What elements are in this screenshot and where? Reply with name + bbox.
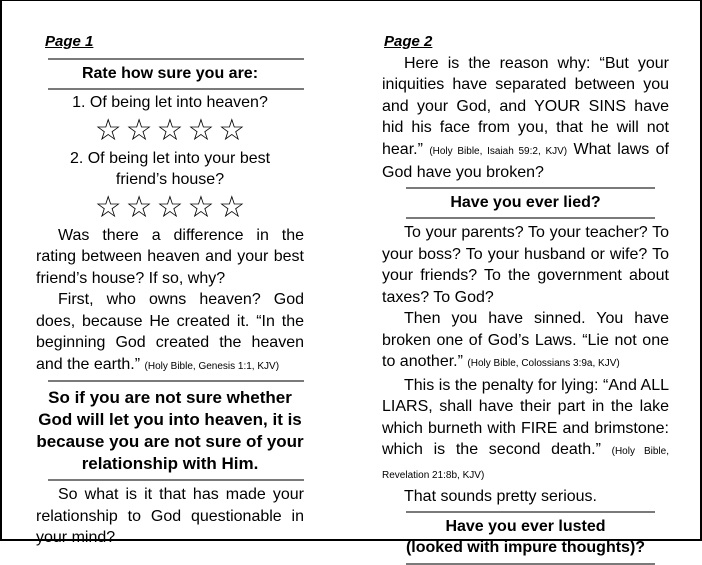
section-heading: Have you ever lied?: [450, 193, 601, 211]
page-2: [382, 31, 669, 565]
paragraph: [382, 53, 669, 184]
paragraph: So what is it that has made your relationship to God questionable in your mind?: [36, 486, 304, 546]
star-rating-heaven[interactable]: [36, 114, 304, 148]
question-2-line-2: friend’s house?: [115, 171, 225, 188]
star-icon[interactable]: ☆: [187, 113, 219, 147]
divider: [406, 563, 655, 565]
paragraph-text: What laws of God have you broken?: [382, 140, 669, 181]
star-icon[interactable]: ☆: [94, 113, 126, 147]
question-1: 1. Of being let into heaven?: [72, 94, 268, 111]
heading-line-2: (looked with impure thoughts)?: [405, 539, 646, 556]
paragraph: To your parents? To your teacher? To your boss? To your husband or wife? To your friends? To the government about taxes? To God?: [382, 224, 669, 306]
paragraph-text: Here is the reason why: “But your iniquities have separated between you and your God, and YOUR SINS have hid his face from you, that he will not hear.”: [382, 54, 669, 158]
bible-citation: (Holy Bible, Genesis 1:1, KJV): [144, 360, 280, 372]
section-heading: [382, 513, 669, 563]
section-heading: Rate how sure you are:: [81, 64, 259, 82]
bible-citation: (Holy Bible, Revelation 21:8b, KJV): [382, 446, 669, 481]
bible-citation: (Holy Bible, Isaiah 59:2, KJV): [429, 145, 568, 157]
paragraph: [382, 308, 669, 375]
star-icon[interactable]: ☆: [125, 190, 157, 224]
star-icon[interactable]: ☆: [218, 190, 250, 224]
star-icon[interactable]: ☆: [218, 113, 250, 147]
paragraph: [382, 375, 669, 487]
paragraph-text: This is the penalty for lying: “And ALL LIARS, shall have their part in the lake which burneth with FIRE and brimstone: which is the second death.”: [382, 376, 669, 458]
bible-citation: (Holy Bible, Colossians 3:9a, KJV): [467, 358, 620, 369]
question-2: [36, 148, 304, 191]
star-icon[interactable]: ☆: [94, 190, 126, 224]
page-label: Page 1: [45, 33, 94, 50]
star-rating-friends-house[interactable]: [36, 191, 304, 225]
paragraph-text: Then you have sinned. You have broken one of God’s Laws. “Lie not one to another.”: [382, 310, 669, 370]
paragraph-text: First, who owns heaven? God does, because He created it. “In the beginning God created the heaven and the earth.”: [36, 291, 304, 373]
star-icon[interactable]: ☆: [187, 190, 219, 224]
question-2-line-1: 2. Of being let into your best: [69, 149, 271, 167]
page-1: [36, 31, 304, 549]
heading-line-1: Have you ever lusted: [445, 517, 606, 535]
star-icon[interactable]: ☆: [156, 190, 188, 224]
paragraph: [36, 289, 304, 377]
star-icon[interactable]: ☆: [156, 113, 188, 147]
star-icon[interactable]: ☆: [125, 113, 157, 147]
page-label: Page 2: [384, 33, 433, 50]
bold-statement: So if you are not sure whether God will let you into heaven, it is because you are not sure of your relationship with Him.: [36, 388, 304, 473]
paragraph: That sounds pretty serious.: [404, 488, 597, 505]
paragraph: Was there a difference in the rating between heaven and your best friend’s house? If so, why?: [36, 226, 304, 287]
